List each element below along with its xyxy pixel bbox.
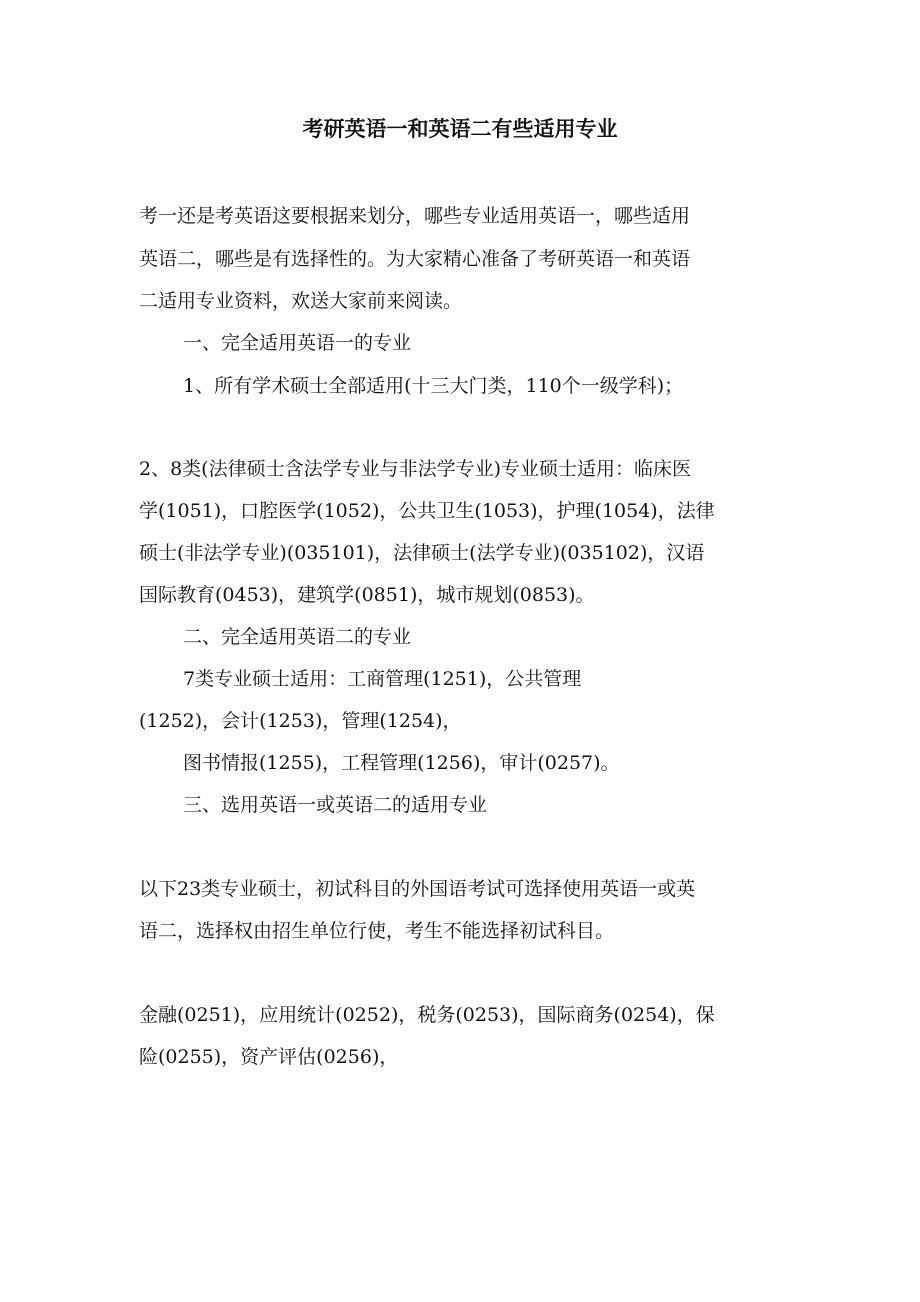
section-1-item-2-line-1: 2、8类(法律硕士含法学专业与非法学专业)专业硕士适用：临床医: [139, 458, 692, 480]
section-1-item-2-line-3: 硕士(非法学专业)(035101)，法律硕士(法学专业)(035102)，汉语: [139, 542, 705, 564]
section-heading-2: 二、完全适用英语二的专业: [183, 626, 412, 648]
section-1-item-2-line-2: 学(1051)，口腔医学(1052)，公共卫生(1053)，护理(1054)，法律: [139, 500, 715, 522]
intro-line-2: 英语二，哪些是有选择性的。为大家精心准备了考研英语一和英语: [139, 248, 691, 270]
section-3-list-line-1: 金融(0251)，应用统计(0252)，税务(0253)，国际商务(0254)，保: [139, 1004, 715, 1026]
intro-line-3: 二适用专业资料，欢送大家前来阅读。: [139, 290, 463, 312]
section-2-line-3: 图书情报(1255)，工程管理(1256)，审计(0257)。: [183, 752, 620, 774]
document-title: 考研英语一和英语二有些适用专业: [302, 116, 618, 141]
section-heading-3: 三、选用英语一或英语二的适用专业: [183, 794, 488, 816]
section-2-line-1: 7类专业硕士适用：工商管理(1251)，公共管理: [183, 668, 582, 690]
section-2-line-2: (1252)，会计(1253)，管理(1254)，: [139, 710, 462, 732]
section-3-line-1: 以下23类专业硕士，初试科目的外国语考试可选择使用英语一或英: [139, 878, 696, 900]
section-heading-1: 一、完全适用英语一的专业: [183, 332, 412, 354]
intro-line-1: 考一还是考英语这要根据来划分，哪些专业适用英语一，哪些适用: [139, 205, 691, 227]
section-3-list-line-2: 险(0255)，资产评估(0256)，: [139, 1046, 399, 1068]
section-3-line-2: 语二，选择权由招生单位行使，考生不能选择初试科目。: [139, 920, 615, 942]
section-1-item-1: 1、所有学术硕士全部适用(十三大门类，110个一级学科)；: [183, 375, 684, 397]
section-1-item-2-line-4: 国际教育(0453)，建筑学(0851)，城市规划(0853)。: [139, 584, 595, 606]
